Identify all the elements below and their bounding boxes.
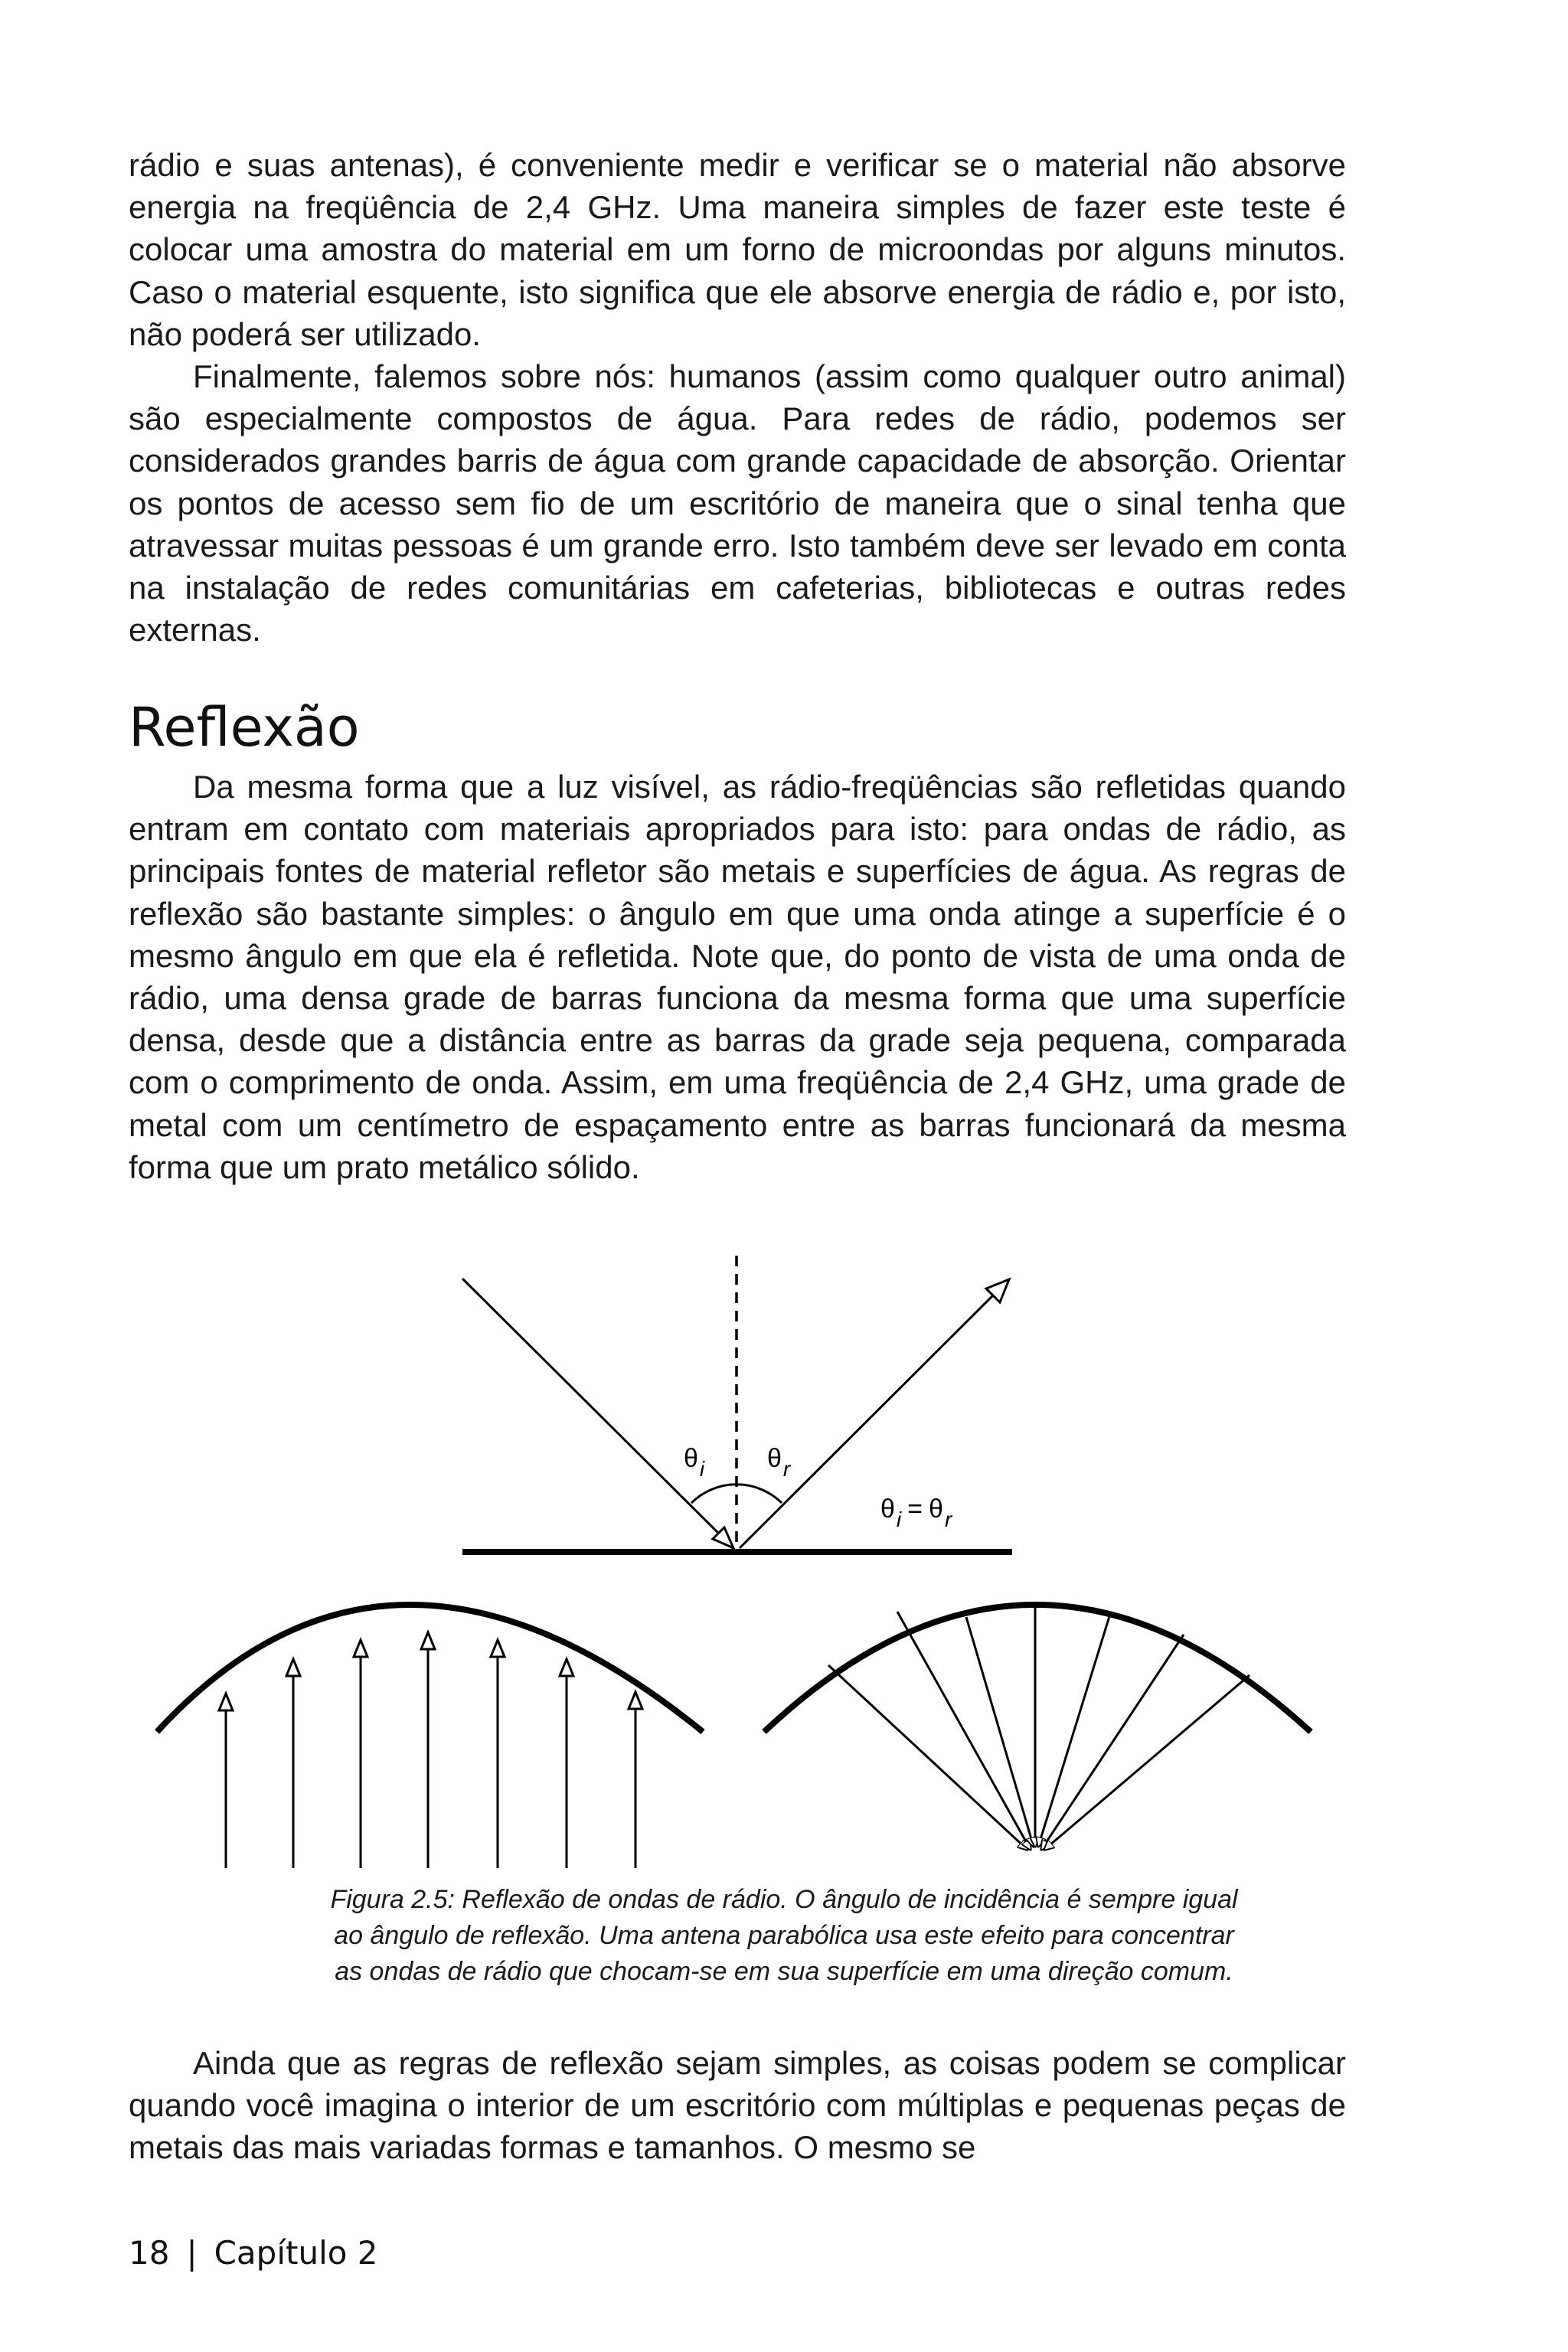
converging-ray bbox=[897, 1612, 1031, 1850]
paragraph-humans: Finalmente, falemos sobre nós: humanos (assim como qualquer outro animal) são especialmente compostos de água. Para redes de rádio, podemos ser considerados grandes barris de água com grande capacidade de absorção. Orientar os pontos de acesso sem fio de um escritório de maneira que o sinal tenha que atravessar muitas pessoas é um grande erro. Isto também deve ser levado em conta na instalação de redes comunitárias em cafeterias, bibliotecas e outras redes externas. bbox=[129, 358, 1347, 648]
parallel-ray-arrowhead bbox=[219, 1694, 233, 1710]
chapter-label: Capítulo 2 bbox=[214, 2234, 378, 2272]
page-number: 18 bbox=[129, 2234, 170, 2272]
reflection-figure bbox=[0, 1256, 1568, 1868]
parallel-ray-arrowhead bbox=[421, 1632, 435, 1649]
paragraph-reflection: Da mesma forma que a luz visível, as rádio-freqüências são refletidas quando entram em contato com materiais apropriados para isto: para ondas de rádio, as principais fontes de material refletor são metais e superfícies de água. As regras de reflexão são bastante simples: o ângulo em que uma onda atinge a superfície é o mesmo ângulo em que ela é refletida. Note que, do ponto de vista de uma onda de rádio, uma densa grade de barras funciona da mesma forma que uma superfície densa, desde que a distância entre as barras da grade seja pequena, comparada com o comprimento de onda. Assim, em uma freqüência de 2,4 GHz, uma grade de metal com um centímetro de espaçamento entre as barras funcionará da mesma forma que um prato metálico sólido. bbox=[129, 769, 1347, 1185]
parallel-ray-arrowhead bbox=[286, 1659, 300, 1676]
reflected-ray bbox=[740, 1282, 1006, 1548]
right-curved-reflector bbox=[764, 1605, 1311, 1732]
figure-caption: Figura 2.5: Reflexão de ondas de rádio. O ângulo de incidência é sempre igual ao ângulo de reflexão. Uma antena parabólica usa este efeito para concentrar as ondas de rádio que chocam-se em sua superfície em uma direção comum. bbox=[330, 1885, 1238, 1986]
converging-ray bbox=[966, 1617, 1034, 1847]
reflection-text bbox=[129, 766, 1346, 1188]
parallel-ray-arrowhead bbox=[560, 1659, 573, 1676]
parallel-ray-arrowhead bbox=[629, 1692, 642, 1709]
converging-ray bbox=[1044, 1675, 1250, 1850]
theta-r-label: $\theta_r$ bbox=[767, 1444, 791, 1481]
section-heading: Reflexão bbox=[129, 696, 360, 759]
intro-text bbox=[129, 144, 1346, 651]
paragraph-complex-reflection: Ainda que as regras de reflexão sejam simples, as coisas podem se complicar quando você imagina o interior de um escritório com múltiplas e pequenas peças de metais das mais variadas formas e tamanhos. O mesmo se bbox=[129, 2045, 1347, 2166]
parallel-ray-arrowhead bbox=[354, 1640, 368, 1657]
angle-equation-label: $\theta_i = \theta_r$ bbox=[880, 1494, 952, 1531]
incident-ray bbox=[462, 1279, 733, 1548]
page-footer bbox=[129, 2234, 378, 2272]
paragraph-absorption-test: rádio e suas antenas), é conveniente medir e verificar se o material não absorve energia na freqüência de 2,4 GHz. Uma maneira simples de fazer este teste é colocar uma amostra do material em um forno de microondas por alguns minutos. Caso o material esquente, isto significa que ele absorve energia de rádio e, por isto, não poderá ser utilizado. bbox=[129, 147, 1346, 352]
converging-ray bbox=[1041, 1635, 1184, 1850]
parallel-ray-arrowhead bbox=[491, 1640, 505, 1657]
left-curved-reflector bbox=[157, 1605, 703, 1732]
converging-ray bbox=[1038, 1614, 1110, 1847]
converging-ray bbox=[828, 1665, 1027, 1850]
closing-text bbox=[129, 2042, 1346, 2169]
incoming-parallel-rays bbox=[219, 1632, 642, 1868]
footer-separator: | bbox=[186, 2234, 198, 2272]
theta-i-label: $\theta_i$ bbox=[684, 1444, 705, 1481]
